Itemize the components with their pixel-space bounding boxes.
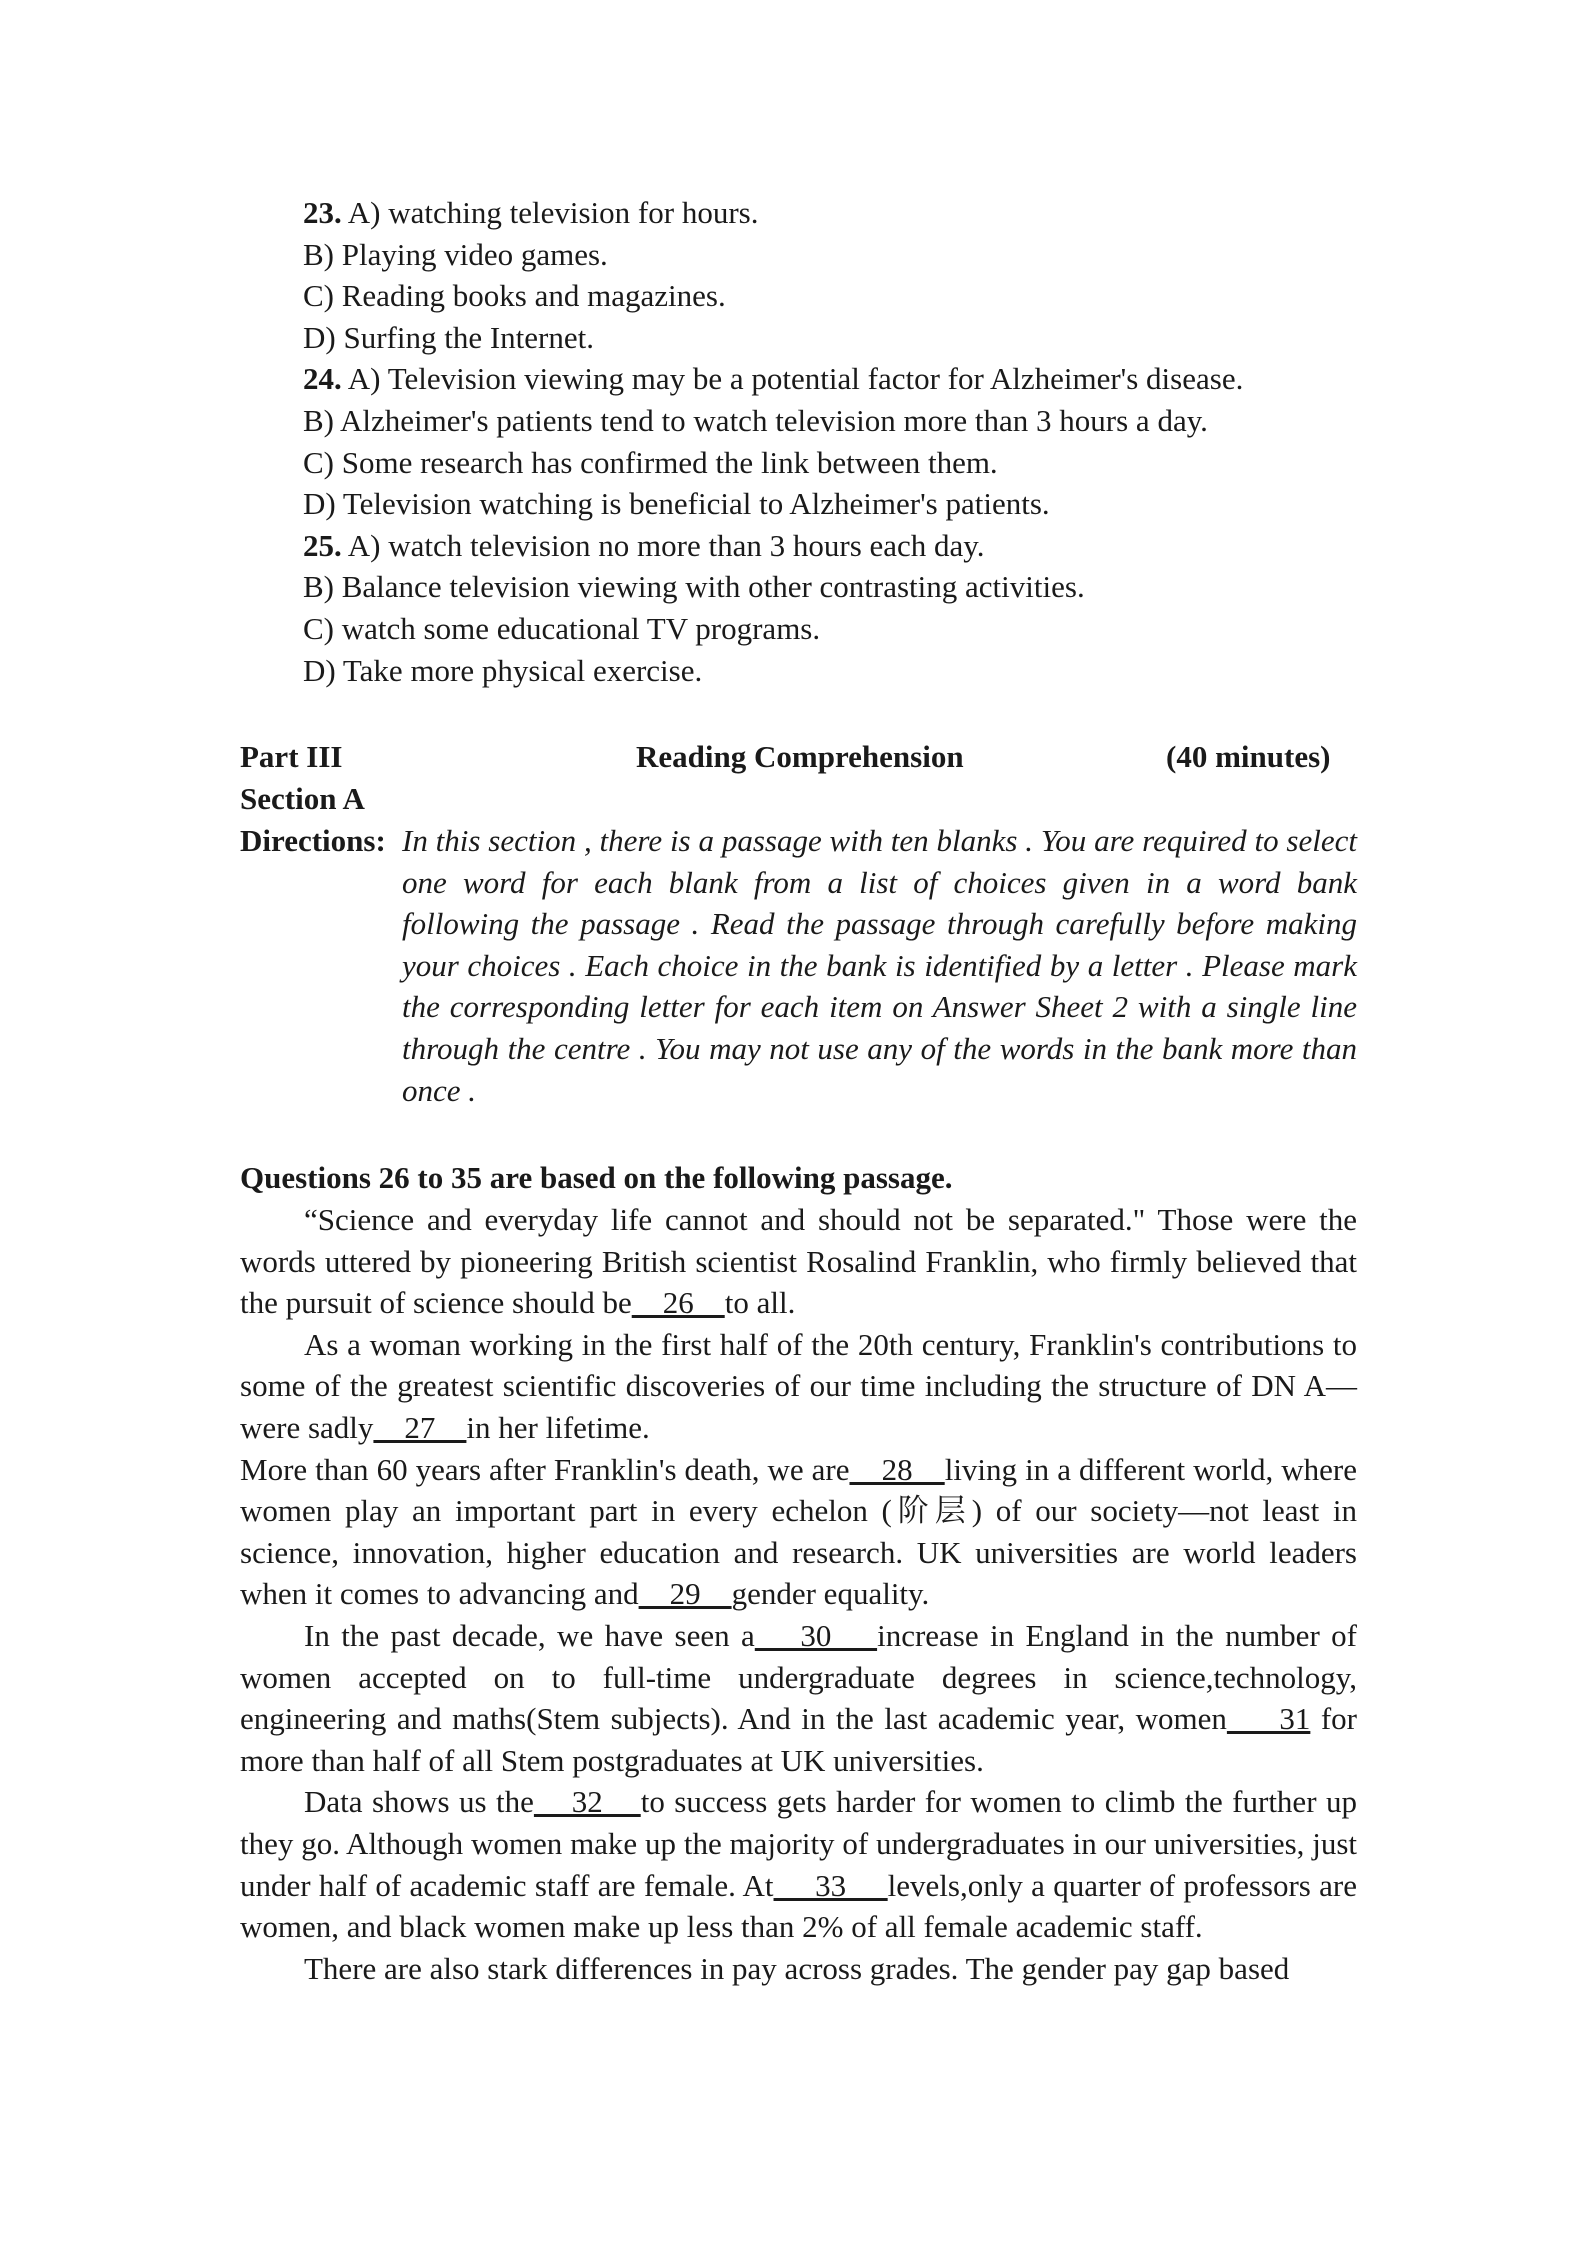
- blank-28: 28: [849, 1451, 945, 1487]
- passage-paragraph: Data shows us the 32 to success gets harder for women to climb the further up they go. Although women make up the majority of undergraduates in our universities, just under half of academic staff are female. At 33 levels,only a quarter of professors are women, and black women make up less than 2% of all female academic staff.: [240, 1784, 1358, 1945]
- option-line: C) Some research has confirmed the link between them.: [303, 444, 998, 480]
- directions-label: Directions:: [240, 823, 386, 858]
- option-text: A) watch television no more than 3 hours each day.: [347, 527, 985, 563]
- blank-26: 26: [631, 1285, 725, 1321]
- question-number: 25.: [303, 527, 342, 563]
- option-line: [303, 192, 1403, 234]
- option-line: C) Reading books and magazines.: [303, 278, 726, 314]
- option-text: A) Television viewing may be a potential factor for Alzheimer's disease.: [347, 361, 1244, 397]
- part-title: Reading Comprehension: [636, 739, 964, 774]
- option-line: B) Playing video games.: [303, 236, 608, 272]
- section-title: Section A: [240, 781, 365, 816]
- blank-27: 27: [373, 1409, 467, 1445]
- option-line: [303, 358, 1403, 400]
- option-text: A) watching television for hours.: [347, 195, 759, 230]
- passage-paragraph: There are also stark differences in pay across grades. The gender pay gap based: [304, 1950, 1290, 1986]
- blank-30: 30: [754, 1617, 878, 1653]
- question-number: 24.: [303, 361, 342, 397]
- answer-options: [303, 192, 1403, 691]
- directions-text: In this section , there is a passage with ten blanks . You are required to select one word for each blank from a list of choices given in a word bank following the passage . Read the passage through carefully before making your choices . Each choice in the bank is identified by a letter . Please mark the corresponding letter for each item on Answer Sheet 2 with a single line through the centre . You may not use any of the words in the bank more than once .: [402, 823, 1357, 1108]
- questions-heading: Questions 26 to 35 are based on the following passage.: [240, 1160, 953, 1195]
- option-line: D) Television watching is beneficial to Alzheimer's patients.: [303, 486, 1050, 522]
- part-label: Part III: [240, 739, 343, 774]
- part-time: (40 minutes): [1166, 739, 1331, 774]
- option-line: B) Balance television viewing with other contrasting activities.: [303, 569, 1085, 605]
- passage-paragraph: In the past decade, we have seen a 30 increase in England in the number of women accepted on to full-time undergraduate degrees in science,technology, engineering and maths(Stem subjects). And in the last academic year, women 31 for more than half of all Stem postgraduates at UK universities.: [240, 1617, 1358, 1778]
- blank-29: 29: [638, 1576, 732, 1612]
- passage-paragraph: As a woman working in the first half of the 20th century, Franklin's contributions to some of the greatest scientific discoveries of our time including the structure of DN A—were sadly 27 in her lifetime.: [240, 1326, 1357, 1445]
- blank-32: 32: [533, 1784, 641, 1820]
- option-line: D) Surfing the Internet.: [303, 319, 594, 355]
- option-line: B) Alzheimer's patients tend to watch television more than 3 hours a day.: [303, 402, 1208, 438]
- option-line: [303, 525, 1403, 567]
- reading-passage: [240, 1199, 1357, 1989]
- blank-31: 31: [1226, 1701, 1311, 1737]
- question-number: 23.: [303, 195, 342, 230]
- blank-33: 33: [773, 1867, 888, 1903]
- part-header: [240, 736, 1340, 778]
- option-line: C) watch some educational TV programs.: [303, 610, 821, 646]
- option-line: D) Take more physical exercise.: [303, 652, 703, 688]
- passage-paragraph: More than 60 years after Franklin's death, we are 28 living in a different world, where women play an important part in every echelon (阶层) of our society—not least in science, innovation, higher education and research. UK universities are world leaders when it comes to advancing and 29 gender equality.: [240, 1451, 1357, 1612]
- passage-paragraph: “Science and everyday life cannot and should not be separated." Those were the words uttered by pioneering British scientist Rosalind Franklin, who firmly believed that the pursuit of science should be 26 to all.: [240, 1202, 1357, 1321]
